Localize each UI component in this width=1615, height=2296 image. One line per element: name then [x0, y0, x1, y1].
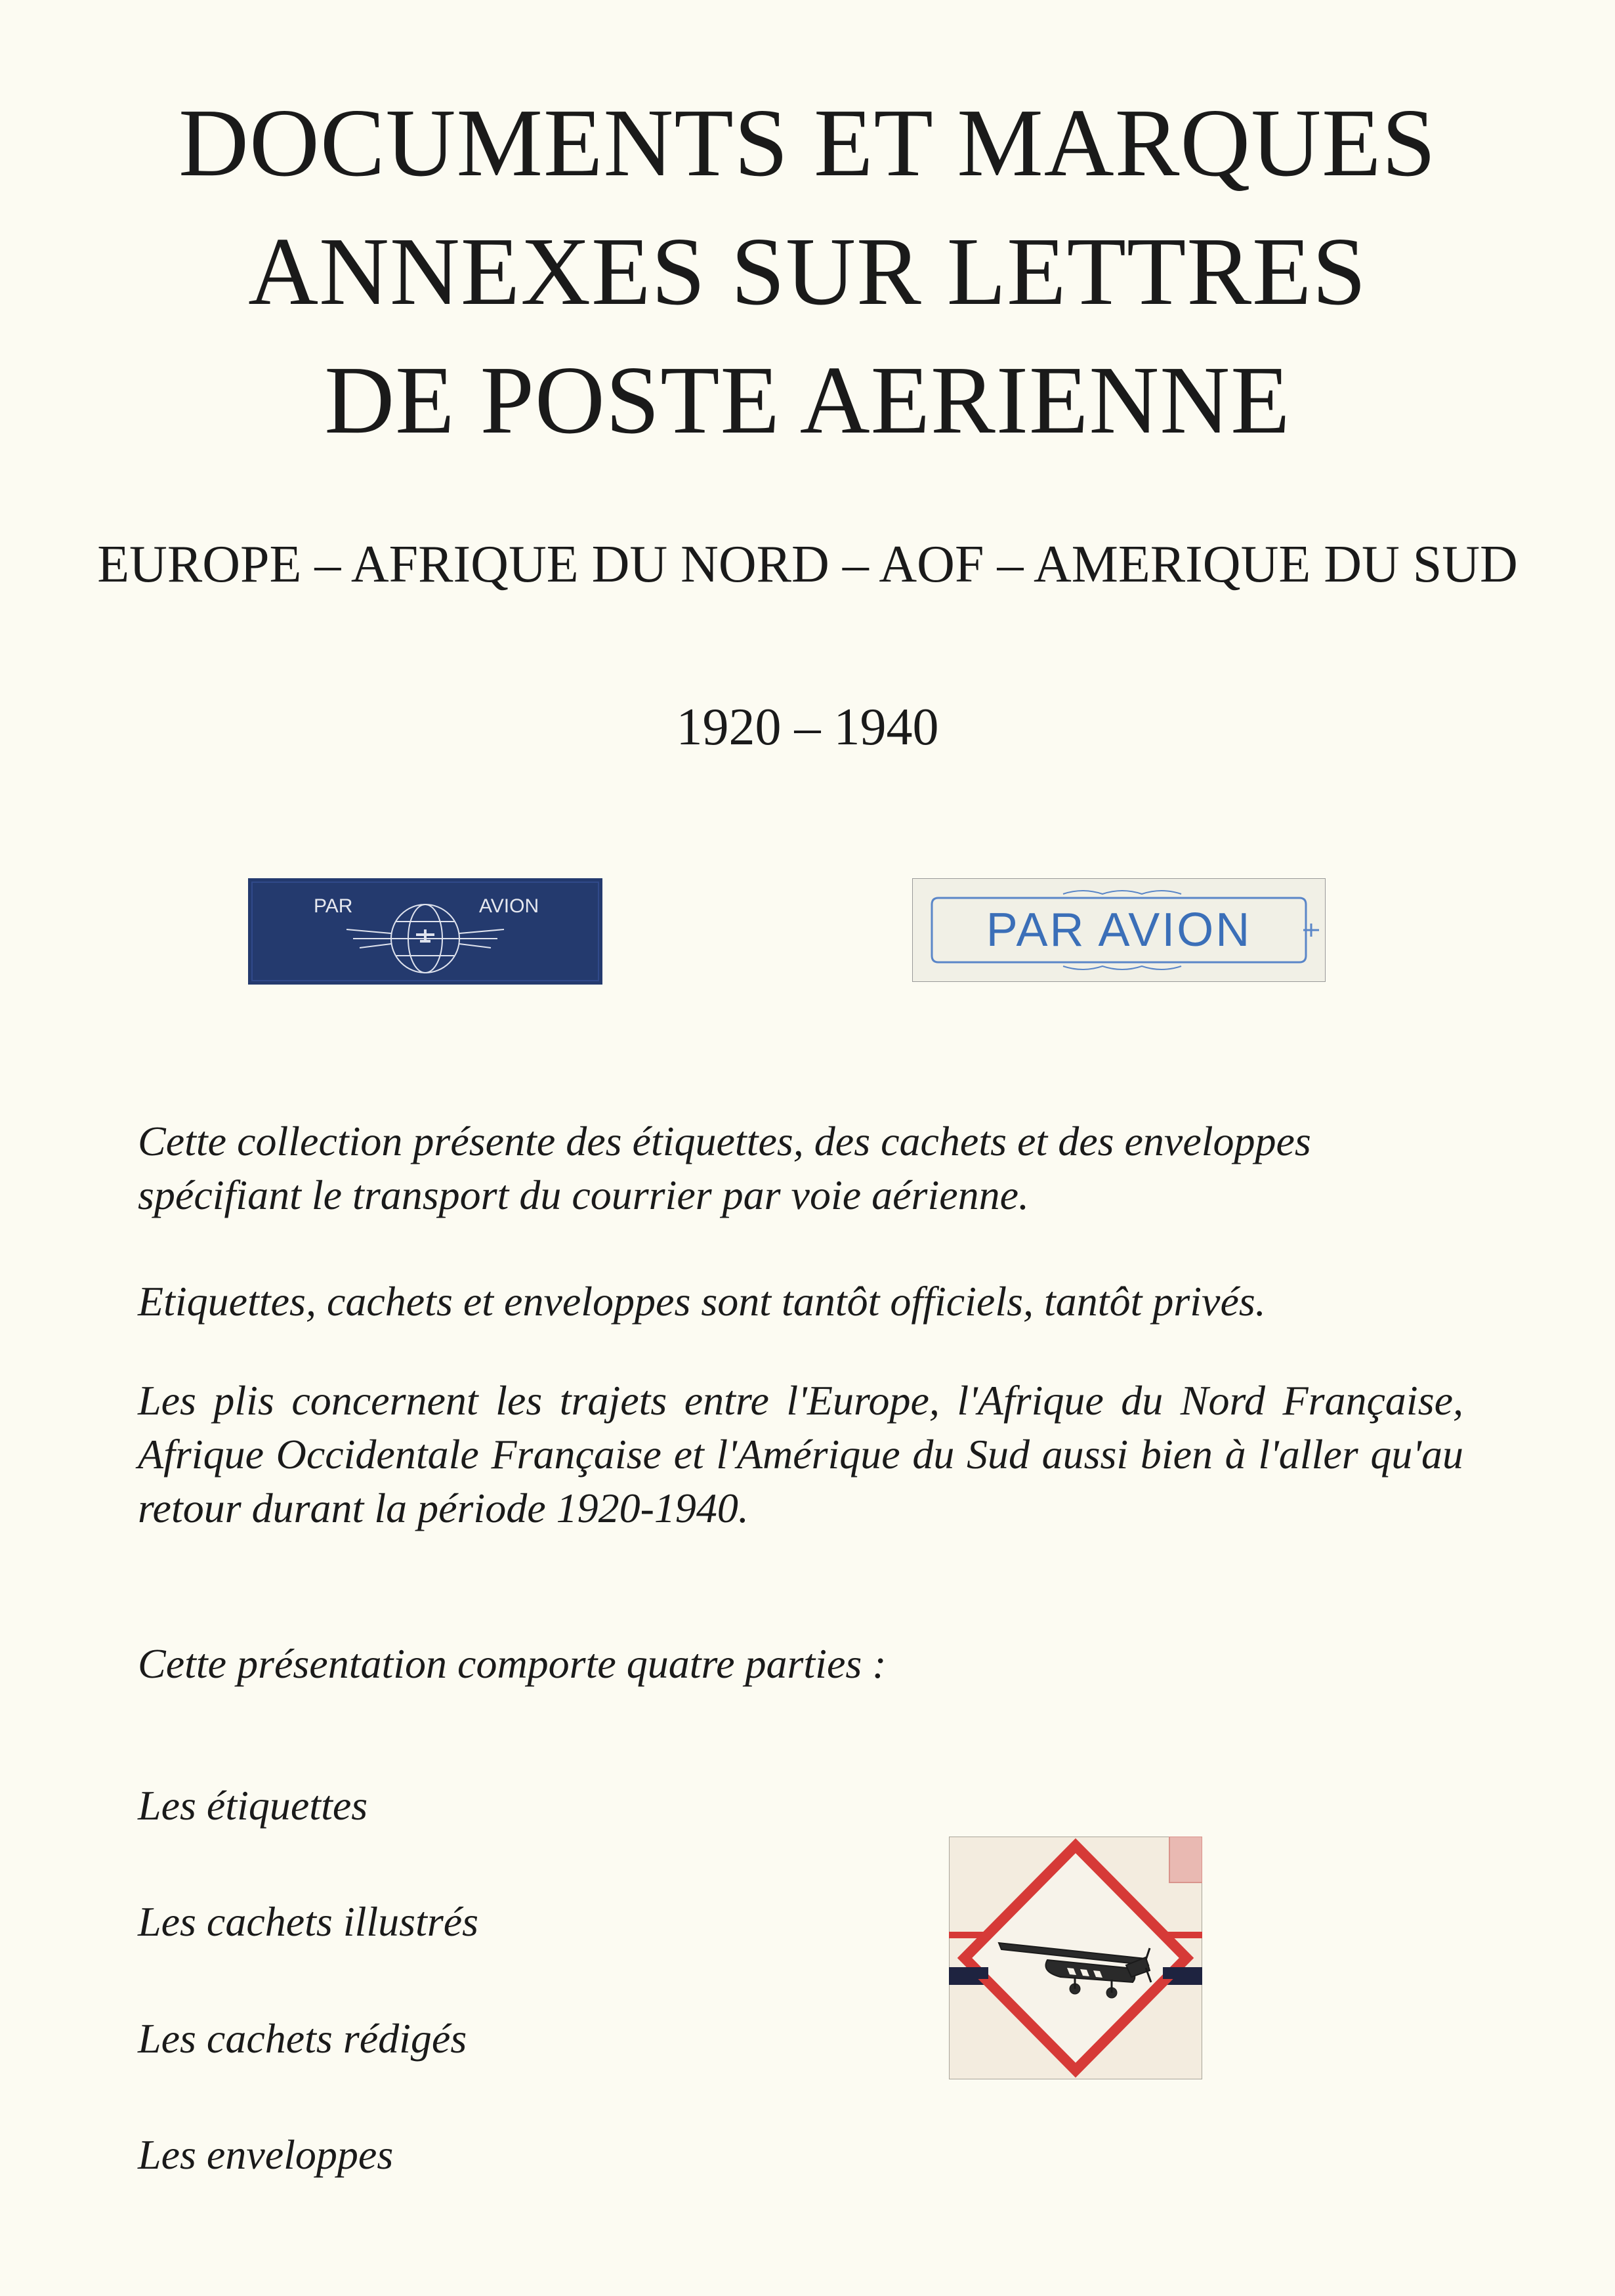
title-line-1: DOCUMENTS ET MARQUES — [178, 89, 1437, 197]
official-private-paragraph: Etiquettes, cachets et enveloppes sont tantôt officiels, tantôt privés. — [138, 1278, 1266, 1325]
regions-subtitle: EUROPE – AFRIQUE DU NORD – AOF – AMERIQUE DU SUD — [97, 536, 1518, 593]
intro-paragraph: Cette collection présente des étiquettes, des cachets et des enveloppes spécifiant le transport du courrier par voie aérienne. — [138, 1118, 1311, 1218]
page-title — [0, 79, 1615, 465]
stamp-fragment — [1169, 1837, 1202, 1882]
part-item: Les cachets rédigés — [138, 2015, 467, 2062]
par-avion-blue-label — [248, 878, 602, 985]
par-avion-stamp-cachet — [912, 878, 1326, 982]
part-item: Les enveloppes — [138, 2131, 394, 2178]
title-line-2: ANNEXES SUR LETTRES — [248, 218, 1367, 326]
routes-paragraph: Les plis concernent les trajets entre l'Europe, l'Afrique du Nord Française, Afrique Occidentale Française et l'Amérique du Sud aussi bien à l'aller qu'au retour durant la période 1920-1940. — [138, 1377, 1463, 1531]
part-item: Les étiquettes — [138, 1782, 368, 1829]
part-item: Les cachets illustrés — [138, 1898, 479, 1945]
parts-intro: Cette présentation comporte quatre parties : — [138, 1640, 887, 1687]
label-avion-text: AVION — [479, 895, 539, 917]
stamp-text: PAR AVION — [986, 904, 1252, 956]
title-line-3: DE POSTE AERIENNE — [324, 347, 1291, 454]
label-par-text: PAR — [314, 895, 353, 917]
period-years: 1920 – 1940 — [676, 698, 939, 756]
airplane-cachet — [949, 1837, 1202, 2079]
